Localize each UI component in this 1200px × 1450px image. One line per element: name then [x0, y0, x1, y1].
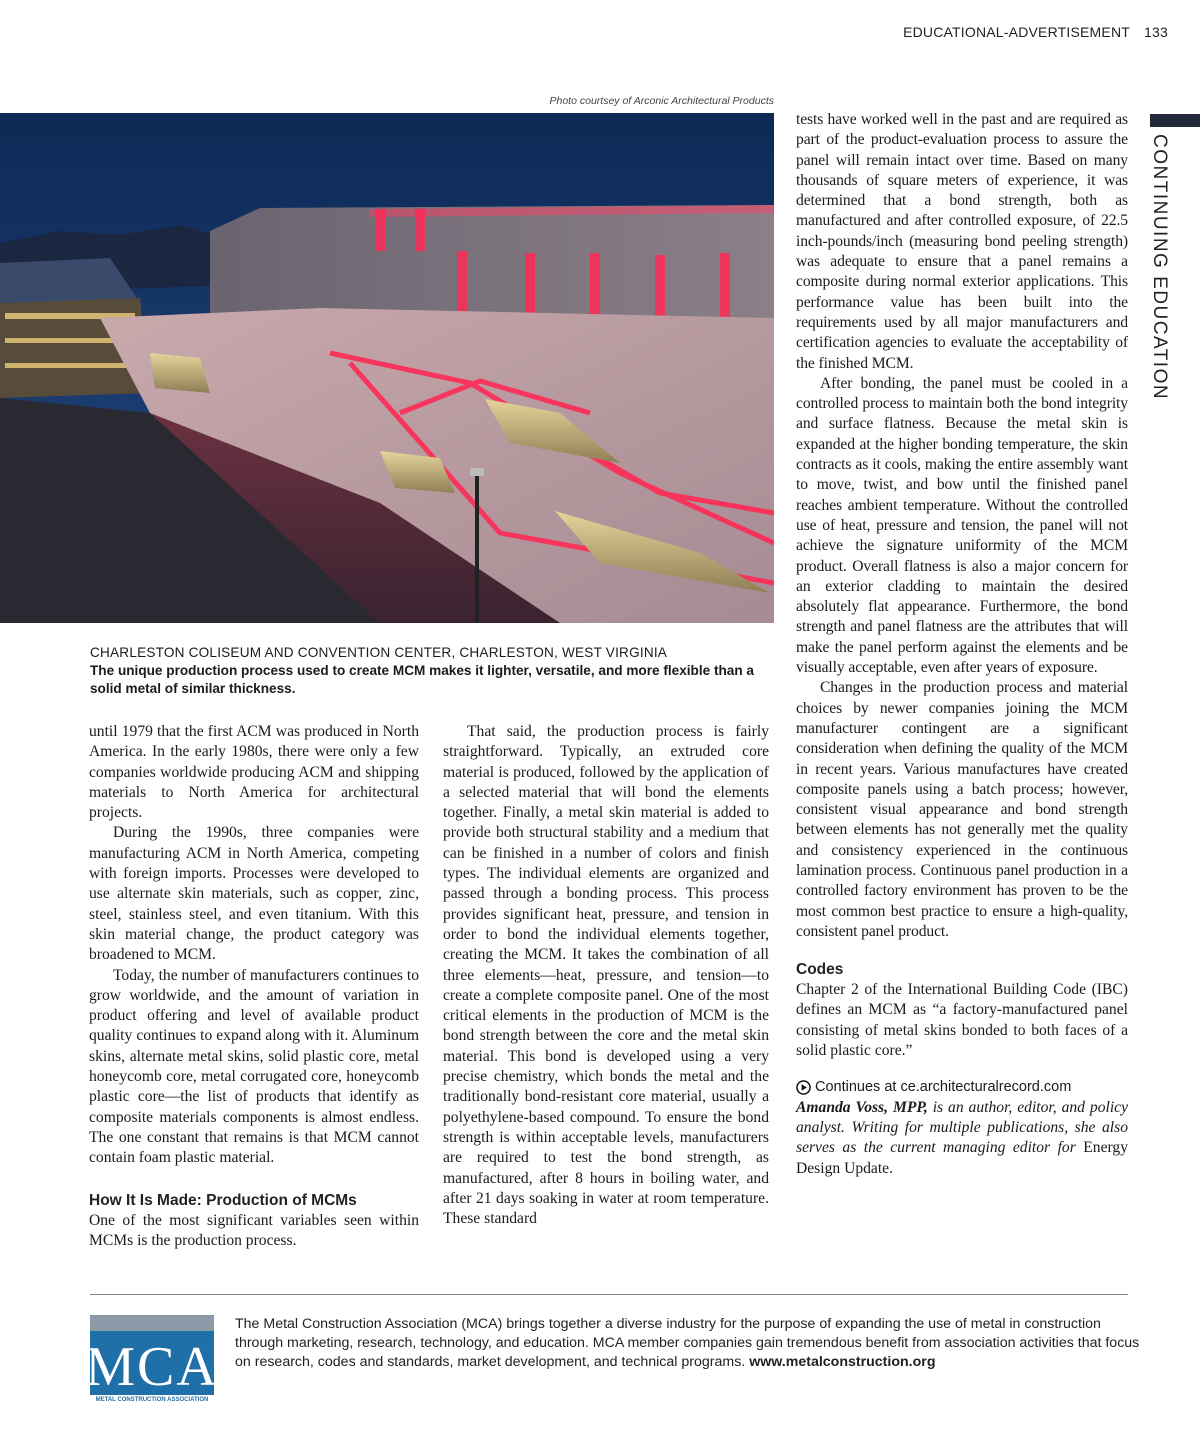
- play-circle-icon: [796, 1080, 811, 1095]
- paragraph: During the 1990s, three companies were manufacturing ACM in North America, competing with foreign imports. Processes were developed to use alternate skin materials, such as copper, zinc, steel, stainless steel, and even titanium. With this skin material change, the product category was broadened to MCM.: [89, 824, 419, 964]
- sidebar-vertical-label: [1142, 134, 1174, 401]
- footer-url[interactable]: www.metalconstruction.org: [749, 1354, 936, 1370]
- section-heading: Codes: [796, 961, 844, 979]
- paragraph: That said, the production process is fairly straightforward. Typically, an extruded core material is produced, followed by the application of a selected material that will bond the elements together. Finally, a metal skin material is added to provide both structural stability and a medium that can be finished in a number of colors and finish types. The individual elements are organized and passed through a bonding process. This process provides significant heat, pressure, and tension in order to bond the individual elements together, creating the MCM. It takes the combination of all three elements—heat, pressure, and tension—to create a complete composite panel. One of the most critical elements in the production of MCM is the bond strength between the core and the metal skin material. This bond is developed using a very precise chemistry, which bonds the metal and the traditionally bond-resistant core material, usually a polyethylene-based compound. To ensure the bond strength is within acceptable levels, manufacturers are required to test the bond strength, as manufactured, after 8 hours in boiling water, and after 21 days soaking in water at room temperature. These standard: [443, 723, 769, 1228]
- section-heading: How It Is Made: Production of MCMs: [89, 1191, 357, 1209]
- author-bio: [796, 1098, 1128, 1179]
- paragraph: Changes in the production process and material choices by newer companies joining the MCM manufacturer contingent are a significant consideration when defining the quality of the MCM in recent years. Various manufactures have created composite panels using a batch process; however, consistent visual appearance and bond strength between elements has not generally met the quality and consistency experienced in the continuous lamination process. Continuous panel production in a controlled factory environment has proven to be the most common best practice to ensure a high-quality, consistent panel product.: [796, 679, 1128, 940]
- paragraph: Chapter 2 of the International Building Code (IBC) defines an MCM as “a factory-manufactured panel consisting of metal skins bonded to both faces of a solid plastic core.”: [796, 981, 1128, 1060]
- footer-description: The Metal Construction Association (MCA) brings together a diverse industry for the purpose of expanding the use of metal in construction through marketing, research, technology, and education. MCA member companies gain tremendous benefit from association activities that focus on research, codes and standards, market development, and technical programs.: [235, 1316, 1140, 1370]
- paragraph: until 1979 that the first ACM was produced in North America. In the early 1980s, there were only a few companies worldwide producing ACM and shipping materials to North America for architectural projects.: [89, 723, 419, 822]
- building-photo: [0, 113, 774, 623]
- paragraph: tests have worked well in the past and are required as part of the product-evaluation process to assure the panel will remain intact over time. Based on many thousands of square meters of experience, it was determined that a bond strength, both as manufactured and after controlled exposure, of 22.5 inch-pounds/inch (measuring bond peeling strength) was adequate to ensure that a panel remains a composite during normal exterior applications. This performance value has been built into the requirements used by all major manufacturers and certification agencies to evaluate the acceptability of the finished MCM.: [796, 111, 1128, 372]
- photo-credit: Photo courtsey of Arconic Architectural Products: [549, 95, 774, 107]
- author-bio-text: is an author, editor, and policy analyst. Writing for multiple publications, she also serves as the current managing editor for: [796, 1098, 1128, 1157]
- article-column-3: [796, 110, 1128, 1179]
- building-photo-illustration: [0, 113, 774, 623]
- page-header: [903, 24, 1168, 40]
- paragraph: Today, the number of manufacturers continues to grow worldwide, and the amount of variation in product offering and level of available product quality continues to expand along with it. Aluminum skins, alternate metal skins, solid plastic core, metal honeycomb core, metal corrugated core, honeycomb plastic core—the list of products that identify as composite materials components is almost endless. The one constant that remains is that MCM cannot contain foam plastic material.: [89, 966, 419, 1167]
- continues-text: Continues at ce.architecturalrecord.com: [815, 1079, 1072, 1096]
- logo-subtext: METAL CONSTRUCTION ASSOCIATION: [95, 1397, 209, 1403]
- article-column-1: [89, 722, 419, 1251]
- paragraph: After bonding, the panel must be cooled in a controlled process to maintain both the bond integrity and surface flatness. Because the metal skin is expanded at the higher bonding temperature, the skin contracts as it cools, making the entire assembly want to move, twist, and bow until the finished panel reaches ambient temperature. Without the controlled use of heat, pressure and tension, the panel will not achieve the signature uniformity of the MCM product. Overall flatness is also a major concern for an exterior cladding to maintain the desired absolutely flat appearance. Furthermore, the bond strength and panel flatness are the attributes that will make the panel perform against the elements and be visually acceptable, even after years of exposure.: [796, 374, 1128, 677]
- footer-text: [235, 1315, 1140, 1372]
- logo-letters: MCA: [90, 1336, 214, 1398]
- page-number: 133: [1144, 24, 1168, 40]
- publication-name: Energy Design Update.: [796, 1139, 1128, 1177]
- continues-link[interactable]: [796, 1077, 1128, 1097]
- photo-caption: [90, 644, 780, 698]
- paragraph: One of the most significant variables seen within MCMs is the production process.: [89, 1211, 419, 1249]
- author-name: Amanda Voss, MPP,: [796, 1098, 928, 1116]
- mca-logo: [90, 1315, 214, 1403]
- sidebar-label: CONTINUING EDUCATION: [1149, 134, 1170, 401]
- sidebar-bar: [1150, 114, 1200, 127]
- caption-text: The unique production process used to create MCM makes it lighter, versatile, and more flexible than a solid metal of similar thickness.: [90, 663, 754, 696]
- section-label: EDUCATIONAL-ADVERTISEMENT: [903, 24, 1131, 40]
- mca-logo-graphic: [90, 1315, 214, 1403]
- footer-divider: [90, 1294, 1128, 1295]
- caption-title: CHARLESTON COLISEUM AND CONVENTION CENTER, CHARLESTON, WEST VIRGINIA: [90, 645, 668, 660]
- article-column-2: [443, 722, 769, 1229]
